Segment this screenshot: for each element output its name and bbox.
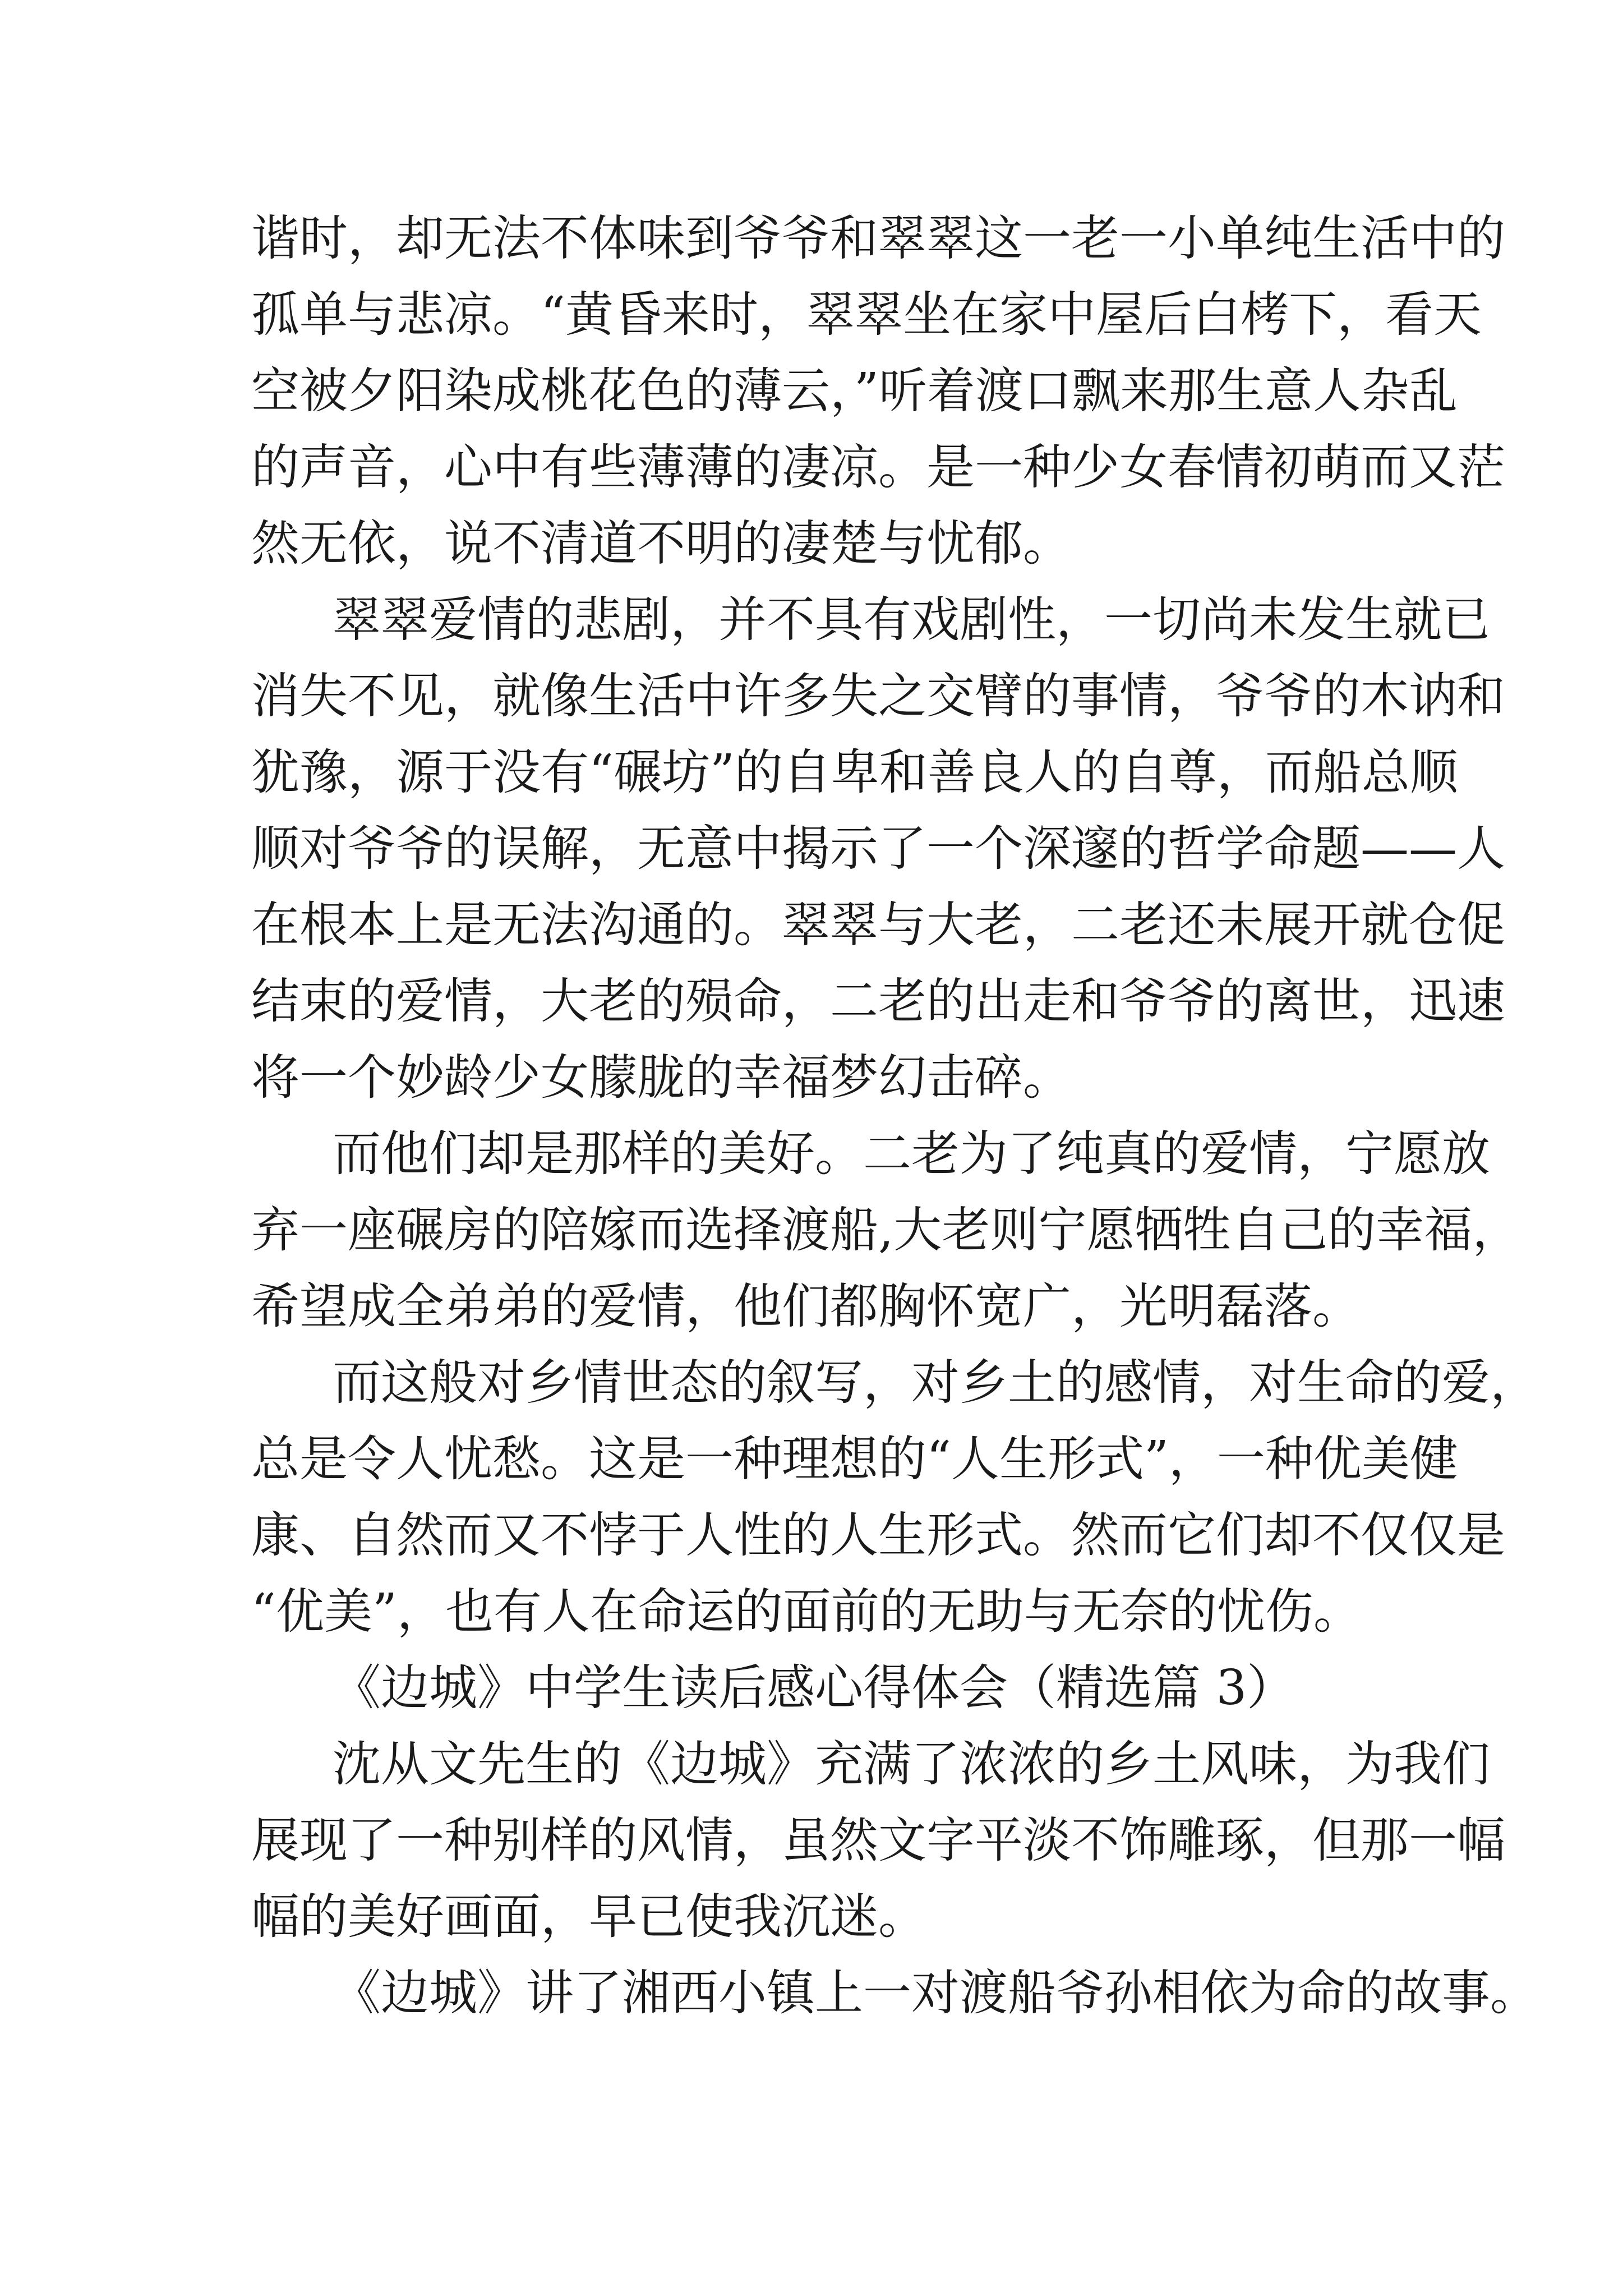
- text-line: 的声音，心中有些薄薄的凄凉。是一种少女春情初萌而又茫: [251, 439, 1505, 495]
- text-line: 将一个妙龄少女朦胧的幸福梦幻击碎。: [251, 1050, 1071, 1106]
- paragraph-start-line: 而他们却是那样的美好。二老为了纯真的爱情，宁愿放: [333, 1126, 1490, 1182]
- text-line: 在根本上是无法沟通的。翠翠与大老，二老还未展开就仓促: [251, 897, 1505, 953]
- text-line: 幅的美好画面，早已使我沉迷。: [251, 1889, 926, 1945]
- text-line: “优美”，也有人在命运的面前的无助与无奈的忧伤。: [251, 1584, 1362, 1640]
- paragraph-start-line: 《边城》讲了湘西小镇上一对渡船爷孙相依为命的故事。: [333, 1965, 1538, 2021]
- text-line: 希望成全弟弟的爱情，他们都胸怀宽广，光明磊落。: [251, 1278, 1361, 1335]
- text-line: 康、自然而又不悖于人性的人生形式。然而它们却不仅仅是: [251, 1507, 1505, 1563]
- text-line: 犹豫，源于没有“碾坊”的自卑和善良人的自尊，而船总顺: [251, 744, 1458, 800]
- text-line: 展现了一种别样的风情，虽然文字平淡不饰雕琢，但那一幅: [251, 1812, 1505, 1869]
- text-line: 然无依，说不清道不明的凄楚与忧郁。: [251, 516, 1071, 572]
- text-line: 谐时，却无法不体味到爷爷和翠翠这一老一小单纯生活中的: [251, 210, 1505, 266]
- paragraph-start-line: 而这般对乡情世态的叙写，对乡土的感情，对生命的爱，: [333, 1355, 1538, 1411]
- section-heading: 《边城》中学生读后感心得体会（精选篇 3）: [333, 1660, 1295, 1716]
- text-line: 弃一座碾房的陪嫁而选择渡船,大老则宁愿牺牲自己的幸福，: [251, 1202, 1521, 1258]
- paragraph-start-line: 沈从文先生的《边城》充满了浓浓的乡土风味，为我们: [333, 1736, 1490, 1792]
- text-line: 总是令人忧愁。这是一种理想的“人生形式”，一种优美健: [251, 1431, 1458, 1487]
- text-line: 顺对爷爷的误解，无意中揭示了一个深邃的哲学命题——人: [251, 821, 1505, 877]
- text-line: 孤单与悲凉。“黄昏来时，翠翠坐在家中屋后白栲下，看天: [251, 287, 1482, 343]
- text-line: 消失不见，就像生活中许多失之交臂的事情，爷爷的木讷和: [251, 668, 1505, 724]
- text-line: 空被夕阳染成桃花色的薄云，”听着渡口飘来那生意人杂乱: [251, 363, 1458, 419]
- text-line: 结束的爱情，大老的殒命，二老的出走和爷爷的离世，迅速: [251, 973, 1505, 1029]
- paragraph-start-line: 翠翠爱情的悲剧，并不具有戏剧性，一切尚未发生就已: [333, 592, 1490, 648]
